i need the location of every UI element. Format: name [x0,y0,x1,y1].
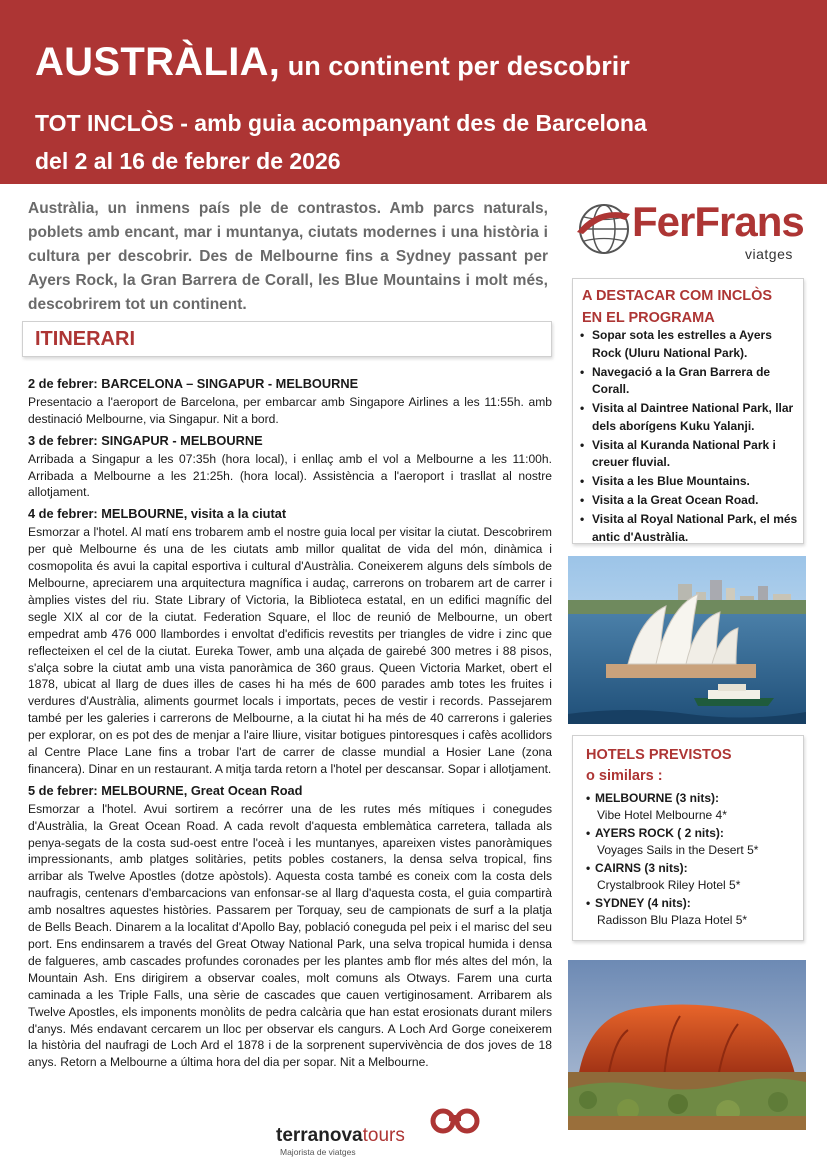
highlight-item: • Sopar sota les estrelles a Ayers Rock (Uluru National Park). [580,327,798,362]
day-entry [28,506,552,778]
hotel-item [586,790,798,824]
day-entry [28,376,552,428]
globe-icon [575,200,633,258]
hotels-list [586,790,798,930]
footer-brand [276,1103,546,1161]
day-title: 3 de febrer: SINGAPUR - MELBOURNE [28,432,263,448]
binoculars-icon [421,1103,489,1137]
highlight-item: • Navegació a la Gran Barrera de Corall. [580,364,798,399]
hotel-city: • AYERS ROCK ( 2 nits): [595,826,724,840]
footer-logo-text [276,1125,405,1147]
itinerary-title: ITINERARI [35,328,135,350]
hotels-title-block [586,745,732,787]
day-entry [28,433,552,502]
hotel-city: • SYDNEY (4 nits): [595,896,691,910]
intro-paragraph: Austràlia, un inmens país ple de contrastos. Amb parcs naturals, poblets amb encant, mar i muntanya, ciutats modernes i una història i cultura per descobrir. Des de Melbourne fins a Sydney passant per Ayers Rock, la Gran Barrera de Corall, les Blue Mountains i molt més, descobrirem tot un continent. [28,200,548,313]
uluru-photo [568,960,806,1130]
hotel-item [586,860,798,894]
itinerary-heading-box [22,321,552,357]
page-title [35,40,630,85]
footer-brand-light: tours [362,1125,405,1146]
highlight-item: • Visita al Daintree National Park, llar dels aborígens Kuku Yalanji. [580,400,798,435]
day-text: Esmorzar a l'hotel. Al matí ens trobarem amb el nostre guia local per visitar la ciutat. Descobrirem per què Melbourne és una de les ciutats amb millor qualitat de vida del món, dinàmica i cosmopolita és avui la capital esportiva i cultural d'Austràlia. Coneixerem alguns dels símbols de Melbourne, apreciarem una arquitectura magnífica i audaç, carrerons on trobarem art de carrer i àmplies vistes del riu. State Library of Victoria, la Biblioteca estatal, en un edifici magnífic del segle XIX al cor de la ciutat. Federation Square, el lloc de reunió de Melbourne, un obert empedrat amb 476 000 llambordes i envoltat d'edificis revestits per triangles de vidre i zinc que reflecteixen el cel de la ciutat. Eureka Tower, amb una alçada de gairebé 300 metres i 88 pisos, s'alça sobre la ciutat amb una vista panoràmica de 360 graus. Queen Victoria Market, obert el 1878, ubicat al llarg de dues illes de cases hi ha més de 600 parades amb totes les fruites i verdures d'Austràlia, aliments gourmet locals i importats, peces de vestir i records. Passejarem també per les galeries i carrerons de Melbourne, a la ciutat hi ha més de 40 carrerons i galeries per explorar, on es pot des de menjar a l'aire lliure, visitar botigues pintoresques i cafès acollidors al Centre Place Lane fins a trobar l'art de carrer de classe mundial a Hosier Lane (zona financera). Dinar en un restaurant. A mitja tarda retorn a l'hotel per descansar. Sopar i allotjament. [28,525,552,776]
hotel-city: • MELBOURNE (3 nits): [595,791,719,805]
hotel-item [586,825,798,859]
title-rest: un continent per descobrir [280,51,630,81]
highlights-box [572,278,804,544]
hotel-item [586,895,798,929]
day-title: 5 de febrer: MELBOURNE, Great Ocean Road [28,782,303,798]
logo-name: FerFrans [632,198,804,245]
hotel-name: Radisson Blu Plaza Hotel 5* [597,913,748,927]
day-text: Arribada a Singapur a les 07:35h (hora local), i enllaç amb el vol a Melbourne a les 11:00h. Arribada a Melbourne a les 21:25h. (hora local). Assistència a l'aeroport i trasllat al nostre allotjament. [28,451,552,500]
highlight-item: • Visita a les Blue Mountains. [580,473,798,491]
title-main: AUSTRÀLIA, [35,40,281,84]
footer-tagline: Majorista de viatges [280,1147,356,1157]
logo-subtitle: viatges [745,246,793,262]
itinerary-days [28,376,552,1076]
hotels-box [572,735,804,941]
highlights-title: A DESTACAR COM INCLÒS EN EL PROGRAMA [582,288,773,326]
highlight-item: • Visita a la Great Ocean Road. [580,492,798,510]
header-banner [0,0,827,184]
day-entry [28,783,552,1071]
trip-dates: del 2 al 16 de febrer de 2026 [35,148,341,174]
hotels-subtitle: o similars : [586,768,663,784]
hotel-city: • CAIRNS (3 nits): [595,861,688,875]
footer-brand-bold: terranova [276,1125,363,1146]
highlight-item: • Visita al Kuranda National Park i creuer fluvial. [580,437,798,472]
hotel-name: Vibe Hotel Melbourne 4* [597,808,727,822]
highlights-list [580,327,798,548]
day-text: Presentacio a l'aeroport de Barcelona, per embarcar amb Singapore Airlines a les 11:55h. amb destinació Melbourne, via Singapur. Nit a bord. [28,394,552,426]
hotel-name: Crystalbrook Riley Hotel 5* [597,878,741,892]
ferfrans-logo [575,196,805,268]
hotels-title: HOTELS PREVISTOS [586,747,732,763]
page-subtitle: TOT INCLÒS - amb guia acompanyant des de Barcelona [35,110,647,136]
day-title: 4 de febrer: MELBOURNE, visita a la ciutat [28,506,287,522]
hotel-name: Voyages Sails in the Desert 5* [597,843,759,857]
sydney-opera-house-photo [568,556,806,724]
day-text: Esmorzar a l'hotel. Avui sortirem a recórrer una de les rutes més mítiques i conegudes d'Austràlia, la Great Ocean Road. A cada revolt d'aquesta emblemàtica carretera, tallada als penya-segats de la costa sud-oest entre l'oceà i les muntanyes, apareixen vistes panoràmiques impressionants, amb platges solitàries, petits pobles costaners, la densa selva tropical, fins arribar als Twelve Apostles (dotze apòstols). Aquesta costa també es coneix com la costa dels naufragis, centenars d'embarcacions van enfonsar-se al llarg d'aquesta costa, el guia compartirà amb nosaltres aquestes històries. Passarem per Torquay, seu de campionats de surf a la platja de Bells Beach. Dinarem a la localitat d'Apollo Bay, població coneguda pel peix i el marisc del seu port. Ens endinsarem a través del Great Otway National Park, una selva tropical humida i densa de falgueres, amb cascades profundes coronades per les plantes amb flor més altes del món, la Mountain Ash. Ens dirigirem a observar coales, molt comuns als Otways. Farem una curta caminada a les Triple Falls, una sèrie de cascades que cauen vertiginosament. Arribarem als Twelve Apostles, els imponents monòlits de pedra calcària que han estat erosionats durant milers d'anys. Més endavant cercarem un lloc per observar els cangurs. A Loch Ard Gorge coneixerem la història del naufragi de Loch Ard el 1878 i de la sorprenent supervivència de dos joves de 18 anys. Retorn a Melbourne a última hora del dia per sopar. Nit a Melbourne. [28,801,552,1070]
day-title: 2 de febrer: BARCELONA – SINGAPUR - MELBOURNE [28,376,359,391]
highlight-item: • Visita al Royal National Park, el més antic d'Austràlia. [580,511,798,546]
